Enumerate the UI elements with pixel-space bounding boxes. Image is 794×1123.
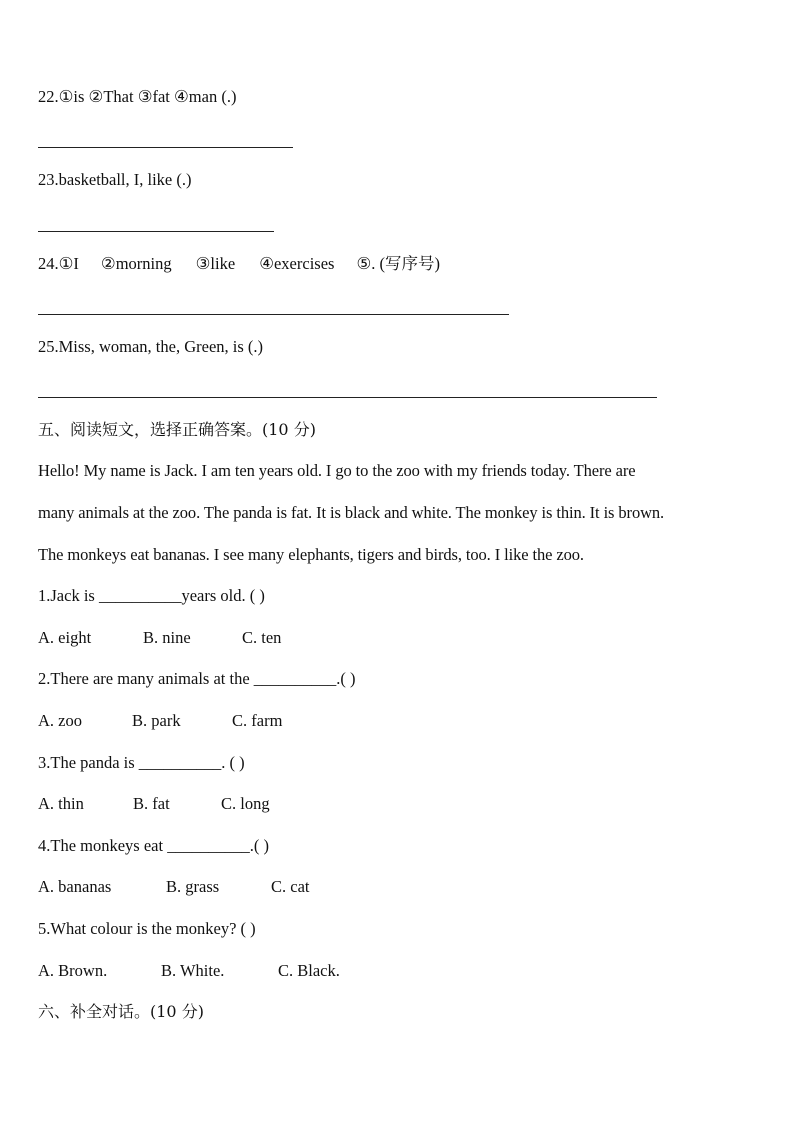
mcq-3-option-b: B. fat — [133, 794, 170, 813]
mcq-5-stem: 5.What colour is the monkey? ( ) — [38, 919, 256, 938]
mcq-4-option-a: A. bananas — [38, 877, 112, 896]
mcq-4-option-c: C. cat — [271, 877, 310, 896]
mcq-1-stem: 1.Jack is __________years old. ( ) — [38, 586, 265, 605]
mcq-4-options — [38, 877, 310, 897]
answer-line-24 — [38, 314, 509, 315]
mcq-2-options — [38, 711, 282, 731]
mcq-2-option-c: C. farm — [232, 711, 283, 730]
section-5-heading: 五、阅读短文，选择正确答案。(10 分) — [38, 420, 316, 439]
mcq-3-option-a: A. thin — [38, 794, 84, 813]
answer-line-22 — [38, 147, 293, 148]
passage-line-2: many animals at the zoo. The panda is fat. It is black and white. The monkey is thin. It is brown. — [38, 503, 665, 522]
question-23: 23.basketball, I, like (.) — [38, 170, 192, 189]
mcq-5-options — [38, 961, 340, 981]
mcq-1-option-c: C. ten — [242, 628, 282, 647]
q24-part-2: ②morning — [100, 254, 172, 273]
mcq-5-option-a: A. Brown. — [38, 961, 108, 980]
q24-part-4: ④exercises — [259, 254, 335, 273]
answer-line-25 — [38, 397, 657, 398]
mcq-3-option-c: C. long — [221, 794, 270, 813]
mcq-4-stem: 4.The monkeys eat __________.( ) — [38, 836, 269, 855]
answer-line-23 — [38, 231, 274, 232]
mcq-3-stem: 3.The panda is __________. ( ) — [38, 753, 245, 772]
passage-line-1: Hello! My name is Jack. I am ten years old. I go to the zoo with my friends today. There are — [38, 461, 636, 480]
mcq-5-option-b: B. White. — [161, 961, 225, 980]
mcq-1-options — [38, 628, 281, 648]
section-6-heading: 六、补全对话。(10 分) — [38, 1002, 204, 1021]
mcq-4-option-b: B. grass — [166, 877, 220, 896]
question-24 — [38, 254, 440, 274]
q24-part-1: 24.①I — [38, 254, 79, 273]
question-25: 25.Miss, woman, the, Green, is (.) — [38, 337, 264, 356]
mcq-2-option-b: B. park — [132, 711, 181, 730]
mcq-1-option-a: A. eight — [38, 628, 92, 647]
mcq-5-option-c: C. Black. — [278, 961, 340, 980]
mcq-2-stem: 2.There are many animals at the __________.( ) — [38, 669, 356, 688]
q24-part-5: ⑤. (写序号) — [356, 254, 440, 273]
mcq-1-option-b: B. nine — [143, 628, 191, 647]
question-22: 22.①is ②That ③fat ④man (.) — [38, 87, 237, 106]
q24-part-3: ③like — [195, 254, 236, 273]
mcq-3-options — [38, 794, 270, 814]
mcq-2-option-a: A. zoo — [38, 711, 82, 730]
passage-line-3: The monkeys eat bananas. I see many elephants, tigers and birds, too. I like the zoo. — [38, 545, 584, 564]
